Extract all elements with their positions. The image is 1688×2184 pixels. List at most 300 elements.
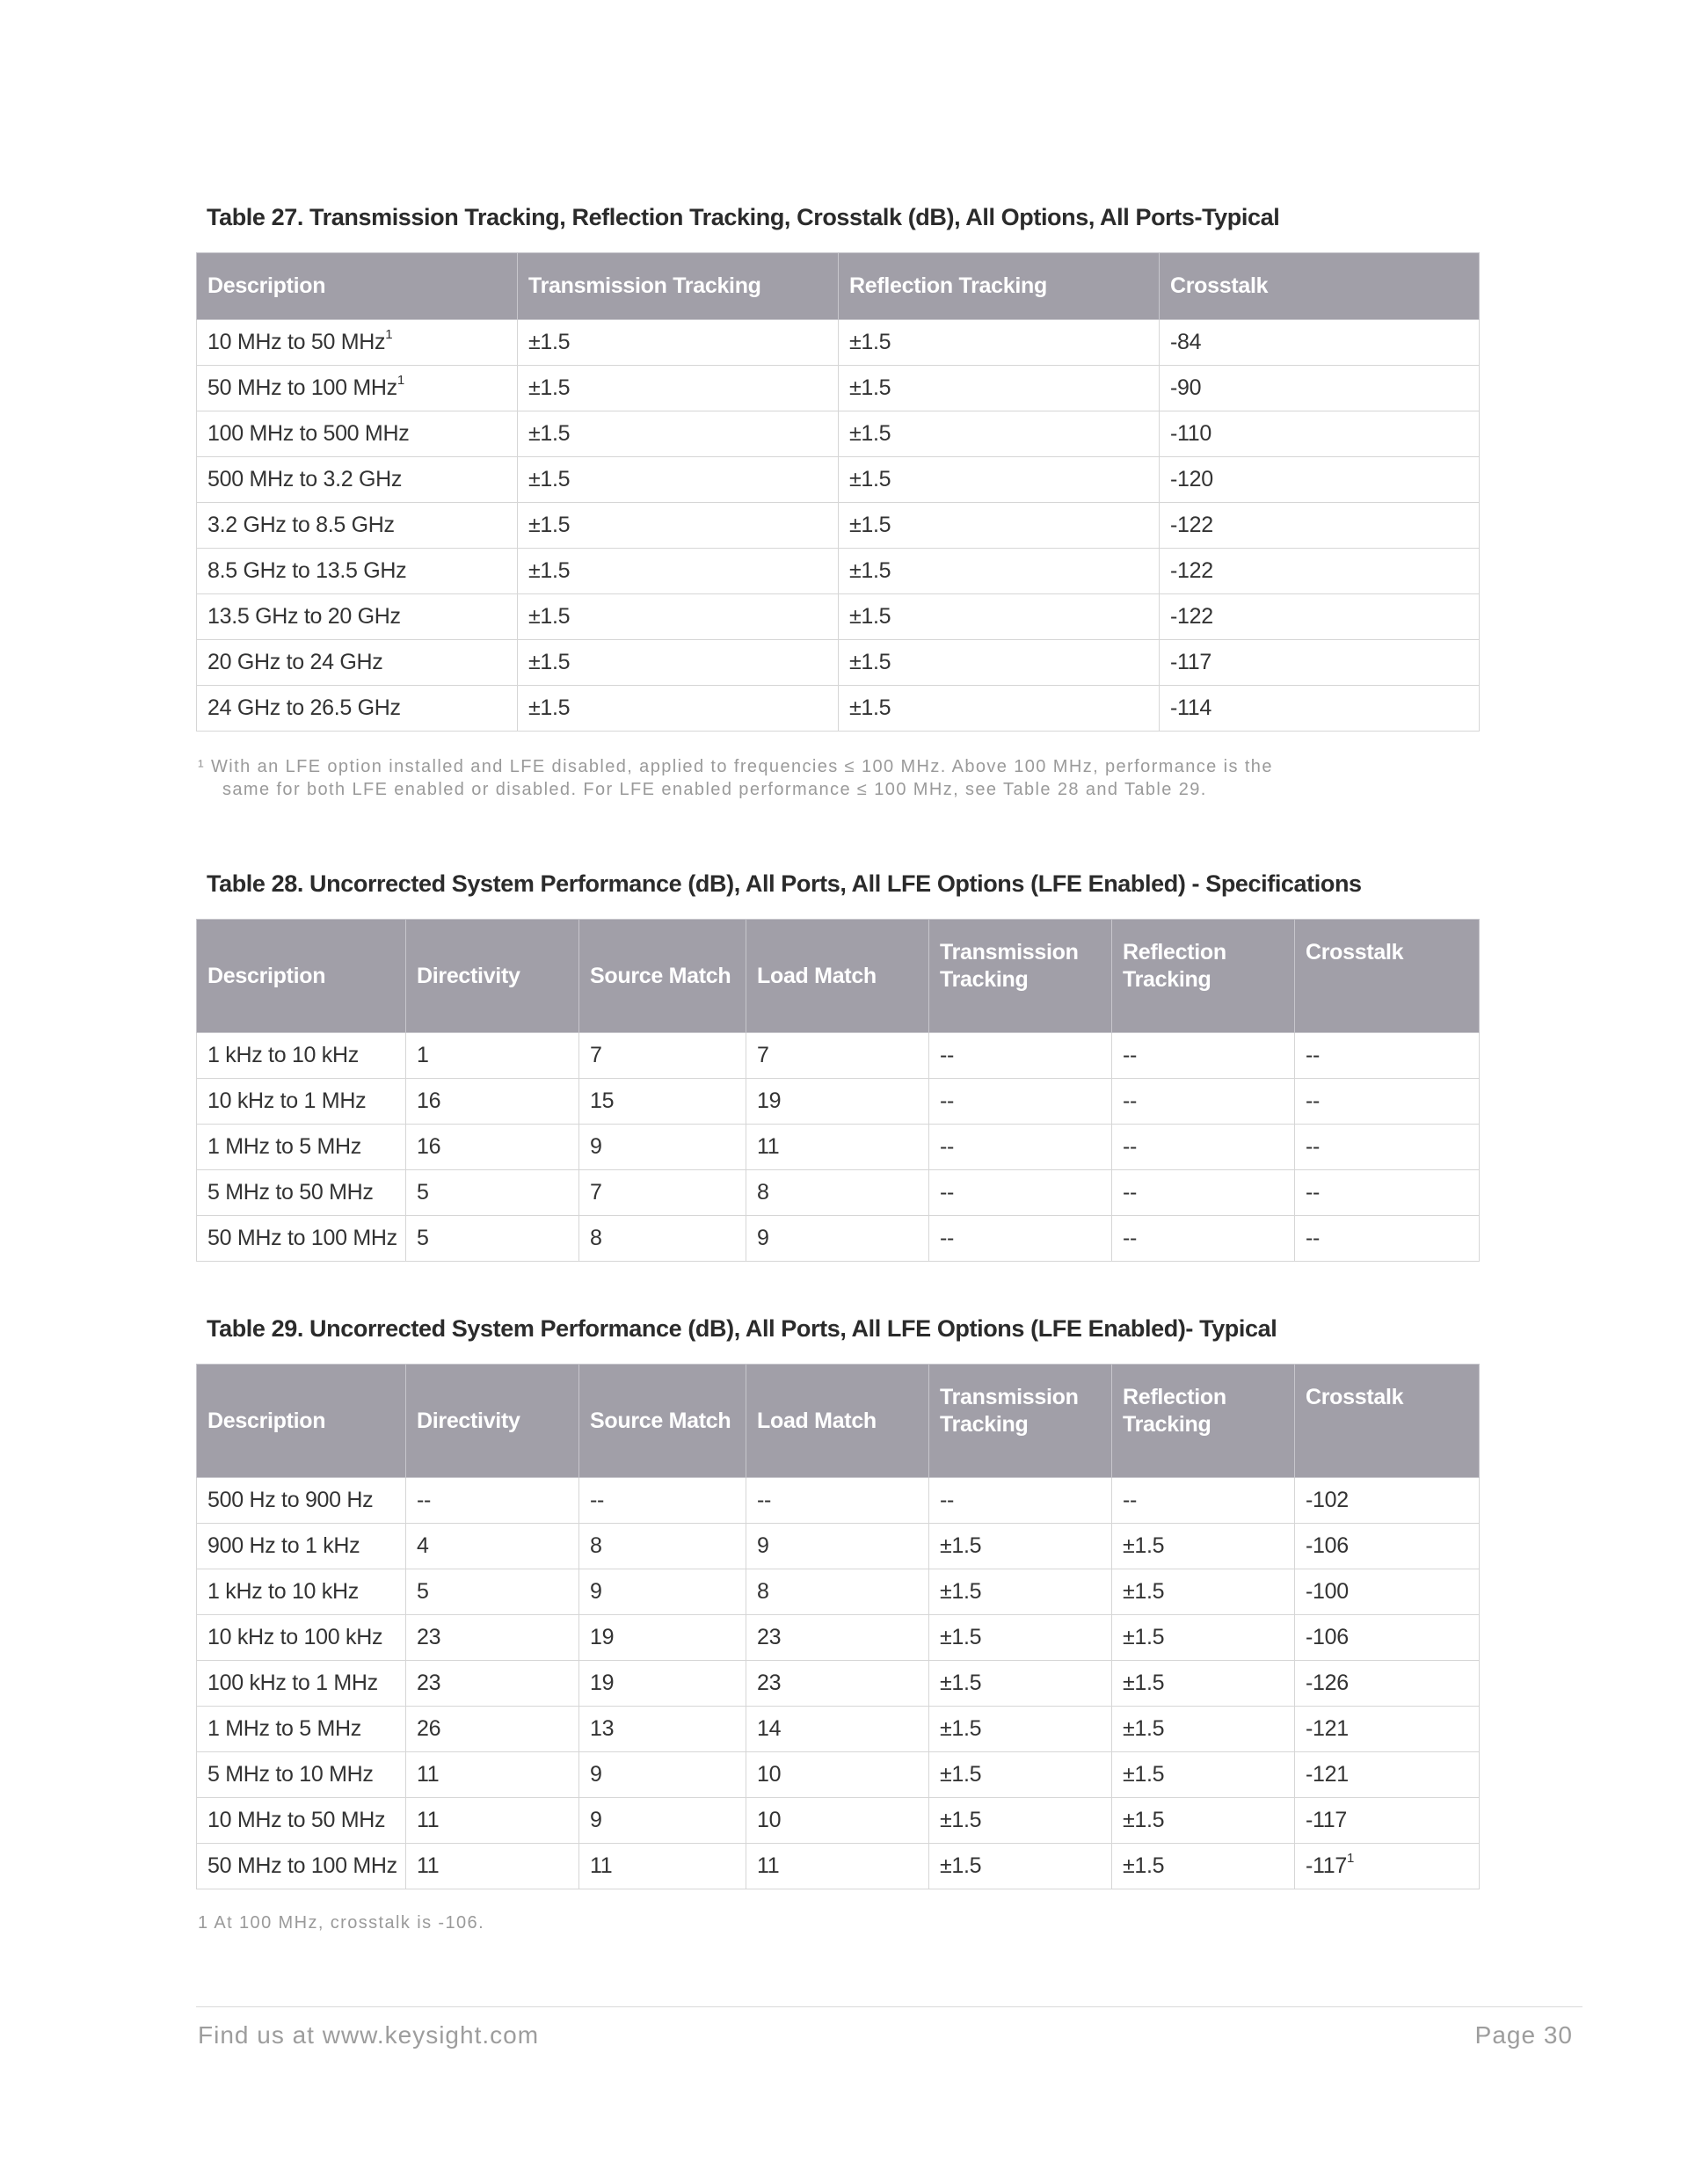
- cell-reflection-tracking: [1112, 1033, 1295, 1079]
- table-28-body: [197, 1033, 1480, 1262]
- cell-load-match: [746, 1569, 929, 1615]
- cell-transmission-tracking: [518, 686, 839, 732]
- table-header-row: [197, 1365, 1480, 1478]
- cell-reflection-tracking-text: --: [1123, 1180, 1138, 1205]
- cell-directivity-text: 11: [417, 1762, 440, 1787]
- cell-transmission-tracking: [518, 503, 839, 549]
- cell-reflection-tracking: [1112, 1079, 1295, 1125]
- cell-reflection-tracking-text: ±1.5: [849, 604, 891, 629]
- cell-load-match-text: 8: [757, 1579, 769, 1604]
- cell-source-match-text: 8: [590, 1533, 602, 1558]
- cell-source-match: [579, 1844, 746, 1889]
- cell-load-match-text: 9: [757, 1533, 769, 1558]
- footer-divider: [196, 2006, 1582, 2007]
- table-row: [197, 1033, 1480, 1079]
- cell-reflection-tracking: [839, 594, 1160, 640]
- cell-description: [197, 1707, 406, 1752]
- cell-source-match-text: 8: [590, 1226, 602, 1250]
- cell-reflection-tracking-text: --: [1123, 1226, 1138, 1250]
- cell-description: [197, 503, 518, 549]
- table-row: [197, 1661, 1480, 1707]
- cell-transmission-tracking: [929, 1615, 1112, 1661]
- cell-directivity: [406, 1661, 579, 1707]
- cell-transmission-tracking: [518, 549, 839, 594]
- cell-directivity: [406, 1079, 579, 1125]
- cell-reflection-tracking-text: ±1.5: [1123, 1716, 1165, 1741]
- cell-description-text: 1 kHz to 10 kHz: [207, 1579, 359, 1604]
- cell-load-match: [746, 1752, 929, 1798]
- cell-directivity: [406, 1844, 579, 1889]
- cell-transmission-tracking-text: ±1.5: [528, 330, 571, 354]
- cell-transmission-tracking-text: ±1.5: [940, 1762, 982, 1787]
- table-row: [197, 1079, 1480, 1125]
- cell-transmission-tracking: [929, 1125, 1112, 1170]
- table-row: [197, 1844, 1480, 1889]
- cell-description: [197, 1216, 406, 1262]
- cell-load-match-text: 14: [757, 1716, 782, 1741]
- cell-crosstalk: [1160, 549, 1480, 594]
- cell-description: [197, 366, 518, 411]
- cell-description: [197, 320, 518, 366]
- cell-directivity: [406, 1569, 579, 1615]
- cell-transmission-tracking: [929, 1798, 1112, 1844]
- cell-description-text: 50 MHz to 100 MHz: [207, 1226, 397, 1250]
- cell-crosstalk-text: -106: [1306, 1533, 1349, 1558]
- cell-reflection-tracking: [1112, 1844, 1295, 1889]
- cell-load-match-text: 10: [757, 1762, 782, 1787]
- cell-description-text: 1 MHz to 5 MHz: [207, 1134, 361, 1159]
- cell-source-match: [579, 1798, 746, 1844]
- table-28-title: Table 28. Uncorrected System Performance (dB), All Ports, All LFE Options (LFE Enabled) - Specifications: [207, 870, 1362, 897]
- cell-load-match: [746, 1661, 929, 1707]
- cell-load-match: [746, 1079, 929, 1125]
- cell-crosstalk-text: -121: [1306, 1762, 1349, 1787]
- cell-crosstalk: [1295, 1478, 1480, 1524]
- table-29-title: Table 29. Uncorrected System Performance (dB), All Ports, All LFE Options (LFE Enabled)- Typical: [207, 1315, 1277, 1342]
- cell-crosstalk-text: -122: [1170, 604, 1213, 629]
- cell-load-match: [746, 1033, 929, 1079]
- cell-crosstalk: [1160, 686, 1480, 732]
- cell-reflection-tracking-text: ±1.5: [1123, 1625, 1165, 1649]
- cell-transmission-tracking-text: --: [940, 1488, 955, 1512]
- cell-source-match: [579, 1170, 746, 1216]
- cell-reflection-tracking: [1112, 1170, 1295, 1216]
- cell-load-match: [746, 1524, 929, 1569]
- cell-transmission-tracking-text: ±1.5: [940, 1671, 982, 1695]
- cell-reflection-tracking-text: ±1.5: [849, 558, 891, 583]
- cell-crosstalk: [1295, 1661, 1480, 1707]
- table-row: [197, 1569, 1480, 1615]
- cell-reflection-tracking: [839, 320, 1160, 366]
- cell-reflection-tracking: [1112, 1216, 1295, 1262]
- cell-description: [197, 1033, 406, 1079]
- cell-source-match-text: 11: [590, 1853, 613, 1878]
- cell-crosstalk-text: -84: [1170, 330, 1202, 354]
- cell-description-text: 20 GHz to 24 GHz: [207, 650, 383, 674]
- cell-crosstalk: [1295, 1844, 1480, 1889]
- cell-transmission-tracking-text: ±1.5: [528, 558, 571, 583]
- cell-description: [197, 1844, 406, 1889]
- cell-description-text: 10 kHz to 100 kHz: [207, 1625, 383, 1649]
- cell-description-text: 8.5 GHz to 13.5 GHz: [207, 558, 407, 583]
- column-header-transmission-tracking: Transmission Tracking: [929, 1365, 1112, 1478]
- cell-directivity-text: 26: [417, 1716, 441, 1741]
- cell-reflection-tracking-text: ±1.5: [849, 421, 891, 446]
- cell-source-match: [579, 1079, 746, 1125]
- cell-crosstalk: [1160, 640, 1480, 686]
- cell-transmission-tracking-text: ±1.5: [528, 467, 571, 491]
- cell-crosstalk-text: -114: [1170, 695, 1211, 720]
- cell-description: [197, 1615, 406, 1661]
- cell-crosstalk: [1160, 457, 1480, 503]
- cell-source-match-text: 7: [590, 1043, 602, 1067]
- column-header-load-match: Load Match: [746, 1365, 929, 1478]
- cell-crosstalk-text: -126: [1306, 1671, 1349, 1695]
- cell-crosstalk-text: -90: [1170, 375, 1202, 400]
- table-27-section: [196, 204, 1479, 801]
- cell-source-match: [579, 1615, 746, 1661]
- cell-reflection-tracking-text: --: [1123, 1043, 1138, 1067]
- cell-description-text: 24 GHz to 26.5 GHz: [207, 695, 401, 720]
- cell-description: [197, 686, 518, 732]
- table-row: [197, 1524, 1480, 1569]
- cell-crosstalk-text: -117: [1306, 1853, 1347, 1878]
- table-row: [197, 549, 1480, 594]
- cell-description-text: 1 MHz to 5 MHz: [207, 1716, 361, 1741]
- cell-directivity-text: 16: [417, 1088, 441, 1113]
- cell-reflection-tracking: [839, 549, 1160, 594]
- footnote-marker: 1: [385, 327, 393, 342]
- column-header-directivity: Directivity: [406, 1365, 579, 1478]
- cell-source-match: [579, 1752, 746, 1798]
- cell-transmission-tracking-text: ±1.5: [528, 421, 571, 446]
- cell-crosstalk-text: --: [1306, 1088, 1321, 1113]
- cell-load-match: [746, 1125, 929, 1170]
- cell-source-match: [579, 1033, 746, 1079]
- cell-source-match: [579, 1524, 746, 1569]
- cell-source-match: [579, 1661, 746, 1707]
- cell-description-text: 500 Hz to 900 Hz: [207, 1488, 374, 1512]
- cell-description: [197, 1569, 406, 1615]
- cell-description: [197, 594, 518, 640]
- cell-source-match: [579, 1569, 746, 1615]
- cell-load-match: [746, 1216, 929, 1262]
- table-row: [197, 1615, 1480, 1661]
- cell-reflection-tracking-text: --: [1123, 1488, 1138, 1512]
- footnote-line-2: same for both LFE enabled or disabled. For LFE enabled performance ≤ 100 MHz, see Table 28 and Table 29.: [222, 780, 1207, 799]
- cell-transmission-tracking: [929, 1524, 1112, 1569]
- cell-directivity: [406, 1033, 579, 1079]
- cell-description: [197, 640, 518, 686]
- cell-description: [197, 1478, 406, 1524]
- table-28-section: [196, 870, 1479, 1262]
- cell-load-match-text: 9: [757, 1226, 769, 1250]
- cell-reflection-tracking-text: ±1.5: [1123, 1579, 1165, 1604]
- column-header-transmission-tracking: Transmission Tracking: [929, 920, 1112, 1033]
- cell-transmission-tracking: [518, 411, 839, 457]
- cell-directivity-text: 1: [417, 1043, 429, 1067]
- cell-reflection-tracking: [1112, 1125, 1295, 1170]
- column-header-transmission-tracking: Transmission Tracking: [518, 253, 839, 320]
- cell-crosstalk: [1160, 411, 1480, 457]
- table-row: [197, 594, 1480, 640]
- cell-description: [197, 1752, 406, 1798]
- cell-reflection-tracking-text: ±1.5: [1123, 1762, 1165, 1787]
- cell-transmission-tracking-text: ±1.5: [940, 1533, 982, 1558]
- cell-description-text: 100 MHz to 500 MHz: [207, 421, 410, 446]
- cell-description: [197, 1170, 406, 1216]
- table-28: [196, 919, 1480, 1262]
- cell-directivity-text: --: [417, 1488, 432, 1512]
- cell-crosstalk: [1295, 1615, 1480, 1661]
- cell-load-match: [746, 1170, 929, 1216]
- cell-source-match-text: 19: [590, 1671, 615, 1695]
- cell-load-match: [746, 1707, 929, 1752]
- cell-description-text: 10 MHz to 50 MHz: [207, 1808, 386, 1832]
- cell-source-match-text: 7: [590, 1180, 602, 1205]
- cell-reflection-tracking-text: --: [1123, 1134, 1138, 1159]
- footnote-line-1: ¹ With an LFE option installed and LFE disabled, applied to frequencies ≤ 100 MHz. Above 100 MHz, performance is the: [198, 757, 1273, 776]
- table-row: [197, 640, 1480, 686]
- cell-crosstalk-text: --: [1306, 1180, 1321, 1205]
- cell-transmission-tracking: [518, 366, 839, 411]
- cell-transmission-tracking-text: --: [940, 1134, 955, 1159]
- cell-directivity-text: 4: [417, 1533, 429, 1558]
- cell-transmission-tracking: [929, 1752, 1112, 1798]
- cell-reflection-tracking-text: ±1.5: [849, 330, 891, 354]
- cell-transmission-tracking: [929, 1707, 1112, 1752]
- cell-directivity-text: 23: [417, 1625, 441, 1649]
- cell-transmission-tracking-text: ±1.5: [940, 1853, 982, 1878]
- cell-crosstalk: [1295, 1216, 1480, 1262]
- cell-directivity: [406, 1216, 579, 1262]
- cell-crosstalk: [1295, 1170, 1480, 1216]
- cell-directivity: [406, 1524, 579, 1569]
- cell-reflection-tracking: [839, 503, 1160, 549]
- table-row: [197, 1478, 1480, 1524]
- table-27: [196, 252, 1480, 732]
- cell-description: [197, 1798, 406, 1844]
- column-header-description: Description: [197, 1365, 406, 1478]
- cell-crosstalk-text: -117: [1170, 650, 1211, 674]
- cell-source-match-text: 9: [590, 1762, 602, 1787]
- cell-source-match: [579, 1478, 746, 1524]
- cell-load-match-text: --: [757, 1488, 772, 1512]
- cell-reflection-tracking: [1112, 1707, 1295, 1752]
- table-row: [197, 1707, 1480, 1752]
- cell-description-text: 50 MHz to 100 MHz: [207, 375, 397, 400]
- column-header-reflection-tracking: Reflection Tracking: [1112, 920, 1295, 1033]
- cell-transmission-tracking: [929, 1033, 1112, 1079]
- cell-reflection-tracking: [839, 457, 1160, 503]
- cell-source-match: [579, 1707, 746, 1752]
- cell-reflection-tracking-text: ±1.5: [849, 513, 891, 537]
- cell-reflection-tracking: [839, 411, 1160, 457]
- cell-source-match-text: 9: [590, 1808, 602, 1832]
- cell-transmission-tracking: [929, 1661, 1112, 1707]
- cell-transmission-tracking-text: --: [940, 1043, 955, 1067]
- cell-crosstalk: [1295, 1707, 1480, 1752]
- cell-reflection-tracking: [1112, 1569, 1295, 1615]
- cell-description-text: 13.5 GHz to 20 GHz: [207, 604, 401, 629]
- cell-transmission-tracking: [929, 1478, 1112, 1524]
- cell-reflection-tracking: [1112, 1524, 1295, 1569]
- cell-transmission-tracking-text: ±1.5: [528, 375, 571, 400]
- cell-transmission-tracking: [929, 1844, 1112, 1889]
- cell-reflection-tracking-text: --: [1123, 1088, 1138, 1113]
- table-row: [197, 1798, 1480, 1844]
- cell-transmission-tracking-text: ±1.5: [940, 1579, 982, 1604]
- cell-transmission-tracking: [518, 594, 839, 640]
- cell-load-match-text: 11: [757, 1134, 780, 1159]
- cell-crosstalk-text: -100: [1306, 1579, 1349, 1604]
- cell-crosstalk-text: -120: [1170, 467, 1213, 491]
- cell-crosstalk-text: -121: [1306, 1716, 1349, 1741]
- cell-reflection-tracking: [1112, 1798, 1295, 1844]
- cell-description: [197, 1079, 406, 1125]
- cell-crosstalk-text: --: [1306, 1134, 1321, 1159]
- cell-reflection-tracking-text: ±1.5: [849, 375, 891, 400]
- table-29-footnote: 1 At 100 MHz, crosstalk is -106.: [198, 1913, 485, 1933]
- cell-directivity-text: 23: [417, 1671, 441, 1695]
- cell-crosstalk: [1295, 1079, 1480, 1125]
- cell-transmission-tracking: [929, 1569, 1112, 1615]
- cell-crosstalk: [1295, 1752, 1480, 1798]
- footer-website-link[interactable]: Find us at www.keysight.com: [198, 2021, 540, 2049]
- table-row: [197, 1125, 1480, 1170]
- cell-load-match: [746, 1615, 929, 1661]
- cell-description: [197, 1524, 406, 1569]
- cell-transmission-tracking-text: ±1.5: [528, 695, 571, 720]
- table-row: [197, 503, 1480, 549]
- cell-crosstalk: [1295, 1798, 1480, 1844]
- cell-transmission-tracking: [929, 1216, 1112, 1262]
- footnote-marker: 1: [1346, 1851, 1355, 1866]
- table-row: [197, 686, 1480, 732]
- cell-reflection-tracking: [1112, 1478, 1295, 1524]
- cell-description-text: 50 MHz to 100 MHz: [207, 1853, 397, 1878]
- cell-reflection-tracking: [839, 366, 1160, 411]
- cell-reflection-tracking-text: ±1.5: [849, 650, 891, 674]
- cell-crosstalk-text: -110: [1170, 421, 1211, 446]
- cell-crosstalk-text: -117: [1306, 1808, 1347, 1832]
- cell-transmission-tracking-text: --: [940, 1226, 955, 1250]
- cell-transmission-tracking-text: ±1.5: [940, 1625, 982, 1649]
- table-header-row: [197, 920, 1480, 1033]
- table-row: [197, 411, 1480, 457]
- cell-description-text: 5 MHz to 10 MHz: [207, 1762, 374, 1787]
- cell-transmission-tracking-text: ±1.5: [528, 650, 571, 674]
- column-header-crosstalk: Crosstalk: [1295, 920, 1480, 1033]
- cell-directivity: [406, 1752, 579, 1798]
- cell-load-match-text: 23: [757, 1671, 782, 1695]
- table-27-title: Table 27. Transmission Tracking, Reflection Tracking, Crosstalk (dB), All Options, All Ports-Typical: [207, 204, 1280, 230]
- cell-transmission-tracking-text: ±1.5: [528, 604, 571, 629]
- cell-transmission-tracking-text: ±1.5: [528, 513, 571, 537]
- column-header-load-match: Load Match: [746, 920, 929, 1033]
- cell-source-match-text: 13: [590, 1716, 615, 1741]
- cell-reflection-tracking-text: ±1.5: [849, 467, 891, 491]
- cell-source-match-text: 9: [590, 1134, 602, 1159]
- cell-load-match-text: 23: [757, 1625, 782, 1649]
- cell-load-match-text: 8: [757, 1180, 769, 1205]
- cell-crosstalk: [1160, 320, 1480, 366]
- table-row: [197, 320, 1480, 366]
- cell-reflection-tracking: [1112, 1615, 1295, 1661]
- cell-description: [197, 1661, 406, 1707]
- cell-reflection-tracking: [1112, 1752, 1295, 1798]
- cell-load-match-text: 10: [757, 1808, 782, 1832]
- cell-reflection-tracking-text: ±1.5: [849, 695, 891, 720]
- cell-transmission-tracking-text: --: [940, 1088, 955, 1113]
- cell-description: [197, 411, 518, 457]
- cell-crosstalk: [1295, 1524, 1480, 1569]
- table-27-footnote: [196, 755, 1479, 801]
- cell-crosstalk: [1160, 366, 1480, 411]
- footer-page-number: Page 30: [1474, 2021, 1573, 2049]
- footnote-marker: 1: [397, 373, 404, 388]
- cell-crosstalk-text: -106: [1306, 1625, 1349, 1649]
- cell-directivity-text: 5: [417, 1226, 429, 1250]
- cell-directivity: [406, 1615, 579, 1661]
- cell-source-match-text: 15: [590, 1088, 615, 1113]
- cell-description-text: 5 MHz to 50 MHz: [207, 1180, 374, 1205]
- cell-transmission-tracking: [518, 457, 839, 503]
- table-29-body: [197, 1478, 1480, 1889]
- cell-description-text: 500 MHz to 3.2 GHz: [207, 467, 403, 491]
- cell-reflection-tracking-text: ±1.5: [1123, 1671, 1165, 1695]
- cell-load-match-text: 7: [757, 1043, 769, 1067]
- cell-load-match-text: 11: [757, 1853, 780, 1878]
- cell-description-text: 3.2 GHz to 8.5 GHz: [207, 513, 395, 537]
- cell-source-match-text: 9: [590, 1579, 602, 1604]
- column-header-directivity: Directivity: [406, 920, 579, 1033]
- column-header-description: Description: [197, 920, 406, 1033]
- cell-load-match: [746, 1798, 929, 1844]
- cell-directivity: [406, 1707, 579, 1752]
- cell-source-match-text: 19: [590, 1625, 615, 1649]
- cell-crosstalk-text: -122: [1170, 513, 1213, 537]
- cell-load-match: [746, 1844, 929, 1889]
- cell-directivity-text: 5: [417, 1180, 429, 1205]
- cell-reflection-tracking-text: ±1.5: [1123, 1808, 1165, 1832]
- cell-source-match: [579, 1216, 746, 1262]
- cell-reflection-tracking: [1112, 1661, 1295, 1707]
- cell-source-match-text: --: [590, 1488, 605, 1512]
- table-row: [197, 366, 1480, 411]
- table-29-section: [196, 1315, 1479, 1934]
- column-header-source-match: Source Match: [579, 1365, 746, 1478]
- cell-transmission-tracking: [518, 320, 839, 366]
- cell-crosstalk: [1295, 1125, 1480, 1170]
- cell-reflection-tracking: [839, 686, 1160, 732]
- cell-crosstalk-text: -102: [1306, 1488, 1349, 1512]
- column-header-description: Description: [197, 253, 518, 320]
- cell-directivity: [406, 1478, 579, 1524]
- cell-directivity-text: 5: [417, 1579, 429, 1604]
- table-row: [197, 1170, 1480, 1216]
- table-row: [197, 457, 1480, 503]
- cell-description: [197, 1125, 406, 1170]
- cell-crosstalk: [1295, 1033, 1480, 1079]
- column-header-reflection-tracking: Reflection Tracking: [839, 253, 1160, 320]
- column-header-reflection-tracking: Reflection Tracking: [1112, 1365, 1295, 1478]
- cell-directivity: [406, 1798, 579, 1844]
- table-header-row: [197, 253, 1480, 320]
- cell-description-text: 10 kHz to 1 MHz: [207, 1088, 367, 1113]
- cell-reflection-tracking-text: ±1.5: [1123, 1533, 1165, 1558]
- cell-crosstalk: [1160, 503, 1480, 549]
